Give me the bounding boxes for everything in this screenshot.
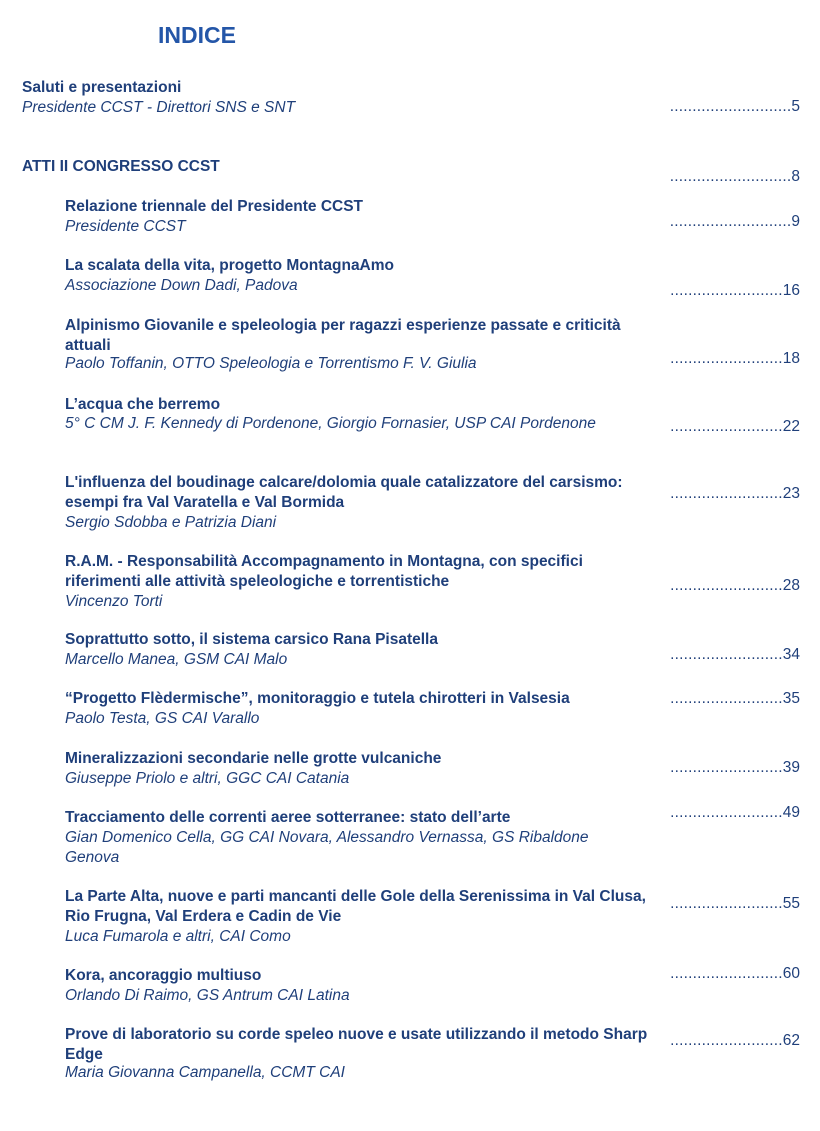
toc-page-leader — [670, 167, 800, 187]
toc-entry-author: Vincenzo Torti — [65, 593, 163, 610]
toc-page-number: 18 — [782, 350, 800, 367]
toc-page-number: 22 — [782, 418, 800, 435]
toc-entry-title: R.A.M. - Responsabilità Accompagnamento in Montagna, con specifici riferimenti alle attività speleologiche e torrentistiche — [65, 553, 583, 590]
toc-entry-title: Saluti e presentazioni — [22, 79, 182, 96]
dot-leader: ......................... — [670, 418, 783, 435]
toc-entry-title: L'influenza del boudinage calcare/dolomia quale catalizzatore del carsismo: esempi fra Val Varatella e Val Bormida — [65, 474, 623, 511]
toc-entry-author: Paolo Testa, GS CAI Varallo — [65, 710, 260, 727]
toc-page-leader — [670, 758, 800, 778]
toc-page-leader — [670, 97, 800, 117]
toc-entry-title: Mineralizzazioni secondarie nelle grotte vulcaniche — [65, 750, 442, 767]
toc-page-leader — [670, 1031, 800, 1051]
dot-leader: ......................... — [670, 1032, 783, 1049]
toc-entry-author: Associazione Down Dadi, Padova — [65, 277, 298, 294]
dot-leader: ......................... — [670, 646, 783, 663]
toc-entry-title: La Parte Alta, nuove e parti mancanti delle Gole della Serenissima in Val Clusa, Rio Frugna, Val Erdera e Cadin de Vie — [65, 888, 646, 925]
dot-leader: ......................... — [670, 350, 783, 367]
dot-leader: ......................... — [670, 485, 783, 502]
toc-entry-author: Presidente CCST - Direttori SNS e SNT — [22, 99, 296, 116]
dot-leader: ......................... — [670, 895, 783, 912]
toc-entry-author: Gian Domenico Cella, GG CAI Novara, Alessandro Vernassa, GS Ribaldone Genova — [65, 829, 589, 866]
toc-entry-title: La scalata della vita, progetto MontagnaAmo — [65, 257, 395, 274]
toc-page-number: 55 — [782, 895, 800, 912]
toc-page-number: 62 — [782, 1032, 800, 1049]
toc-entry-title: Prove di laboratorio su corde speleo nuove e usate utilizzando il metodo Sharp Edge — [65, 1026, 648, 1063]
toc-page-leader — [670, 417, 800, 437]
toc-entry-title: Tracciamento delle correnti aeree sotterranee: stato dell’arte — [65, 809, 511, 826]
toc-entry-title: Soprattutto sotto, il sistema carsico Rana Pisatella — [65, 631, 438, 648]
toc-entry-author: Sergio Sdobba e Patrizia Diani — [65, 514, 277, 531]
toc-page-leader — [670, 803, 800, 823]
toc-entry-author: Giuseppe Priolo e altri, GGC CAI Catania — [65, 770, 350, 787]
toc-page-leader — [670, 484, 800, 504]
toc-page-leader — [670, 349, 800, 369]
toc-entry-author: Maria Giovanna Campanella, CCMT CAI — [65, 1064, 345, 1081]
toc-page-leader — [670, 689, 800, 709]
toc-page-number: 28 — [782, 577, 800, 594]
toc-page-number: 16 — [782, 282, 800, 299]
dot-leader: ......................... — [670, 282, 783, 299]
toc-entry-author: Orlando Di Raimo, GS Antrum CAI Latina — [65, 987, 350, 1004]
page-title: INDICE — [158, 22, 236, 48]
toc-entry-title: ATTI II CONGRESSO CCST — [22, 158, 220, 175]
toc-page-number: 23 — [782, 485, 800, 502]
dot-leader: ......................... — [670, 577, 783, 594]
dot-leader: ......................... — [670, 690, 783, 707]
toc-page-number: 34 — [782, 646, 800, 663]
toc-page-number: 8 — [791, 168, 800, 185]
toc-entry-title: Relazione triennale del Presidente CCST — [65, 198, 364, 215]
toc-page-leader — [670, 645, 800, 665]
toc-entry-author: Presidente CCST — [65, 218, 186, 235]
toc-entry-author: Paolo Toffanin, OTTO Speleologia e Torrentismo F. V. Giulia — [65, 355, 477, 372]
dot-leader: ........................... — [669, 168, 792, 185]
toc-entry-author: 5° C CM J. F. Kennedy di Pordenone, Giorgio Fornasier, USP CAI Pordenone — [65, 415, 596, 432]
dot-leader: ......................... — [670, 804, 783, 821]
toc-page-number: 9 — [791, 213, 800, 230]
dot-leader: ......................... — [670, 759, 783, 776]
toc-entry-title: “Progetto Flèdermische”, monitoraggio e tutela chirotteri in Valsesia — [65, 690, 570, 707]
toc-entry-title: Kora, ancoraggio multiuso — [65, 967, 262, 984]
dot-leader: ......................... — [670, 965, 783, 982]
toc-page-leader — [670, 281, 800, 301]
toc-page-leader — [670, 212, 800, 232]
toc-page-number: 35 — [782, 690, 800, 707]
toc-entry-title: Alpinismo Giovanile e speleologia per ragazzi esperienze passate e criticità attuali — [65, 317, 621, 354]
toc-page-leader — [670, 894, 800, 914]
dot-leader: ........................... — [669, 213, 792, 230]
toc-page-number: 60 — [782, 965, 800, 982]
toc-entry-title: L’acqua che berremo — [65, 396, 221, 413]
toc-page-leader — [670, 964, 800, 984]
toc-page-number: 49 — [782, 804, 800, 821]
dot-leader: ........................... — [669, 98, 792, 115]
toc-page-number: 5 — [791, 98, 800, 115]
toc-entry-author: Luca Fumarola e altri, CAI Como — [65, 928, 291, 945]
toc-entry-author: Marcello Manea, GSM CAI Malo — [65, 651, 288, 668]
toc-page-leader — [670, 576, 800, 596]
toc-page-number: 39 — [782, 759, 800, 776]
